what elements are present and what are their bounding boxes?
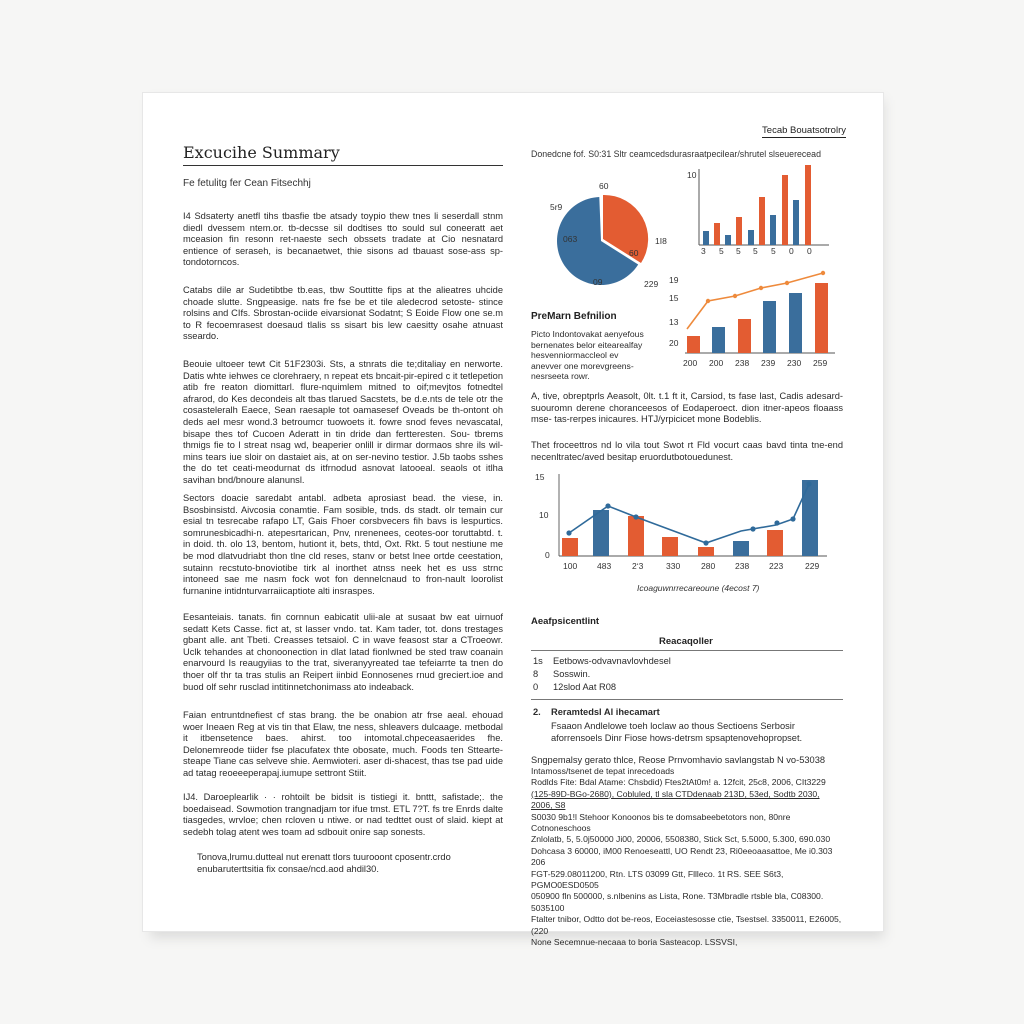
numbered-section-number: 2.: [533, 707, 541, 717]
trend-point-large-3: [633, 514, 638, 519]
pie-label-inner-left: 063: [563, 234, 578, 244]
y-tick-large-1: 15: [535, 472, 545, 482]
reference-line: Intamoss/tsenet de tepat inrecedoads: [531, 766, 675, 776]
page-subtitle: Fe fetulitg fer Cean Fitsechhj: [183, 178, 311, 189]
page-title: Excucihe Summary: [183, 143, 503, 166]
bar-large-1: [562, 538, 578, 556]
trend-point-mid-2: [733, 294, 737, 298]
trend-point-large-8: [806, 481, 811, 486]
x-tick-mid-4: 239: [761, 358, 776, 368]
x-tick-mid-2: 200: [709, 358, 724, 368]
x-tick-large-6: 238: [735, 561, 750, 571]
bar-mid-2: [712, 327, 725, 353]
x-tick-large-3: 2ʻ3: [632, 561, 644, 571]
x-tick-small-5: 5: [771, 246, 776, 256]
x-tick-small-1: 3: [701, 246, 706, 256]
paragraph-6: Faian entruntdnefiest cf stas brang. the be onabion atr frse aeal. ehouad woer Ineaen Reg at vis tin that Elaw, tne ness, shleavers dulcaage. metbodal it itbensetence baes. ahirst. too intomotal.chpeceasaerides fhe. Delonemreode tiider fse placufatex thte obosate, much. Foods ten Sttearte-steape Tiane cas selveve shie. Aemwioteri. aser di-shacest, thas tse pad uide ad tatag reoeeeperapaj.iumupe settront Stiit.: [183, 710, 503, 778]
x-tick-small-2: 5: [719, 246, 724, 256]
bar-small-2: [714, 223, 720, 245]
x-tick-large-2: 483: [597, 561, 612, 571]
trend-point-large-7: [790, 516, 795, 521]
x-tick-small-4: 5: [753, 246, 758, 256]
bar-mid-1: [687, 336, 700, 353]
reference-line: Ftalter tnibor, Odtto dot be-reos, Eoceiastesosse ctie, Tsestsel. 3350011, E26005, (220: [531, 914, 842, 936]
trend-point-mid-4: [785, 281, 789, 285]
bar-mid-4: [763, 301, 776, 353]
table-row-number: 1s: [533, 656, 543, 666]
x-tick-large-8: 229: [805, 561, 820, 571]
y-tick-mid-3: 13: [669, 317, 679, 327]
table-header: Reacaqoller: [659, 636, 713, 647]
pie-label-right: 1I8: [655, 236, 667, 246]
bar-large-4: [662, 537, 678, 556]
reference-line: (125-89D-BGo-2680), Cobluled, tl sla CTDdenaab 213D, 53ed, Sodtb 2030, 2006, S8: [531, 788, 820, 811]
trend-point-mid-3: [759, 286, 763, 290]
table: [533, 656, 833, 695]
table-row-number: 8: [533, 669, 539, 679]
x-tick-large-1: 100: [563, 561, 578, 571]
right-column: [531, 93, 846, 948]
table-row: [533, 669, 833, 682]
x-tick-large-7: 223: [769, 561, 784, 571]
definition-heading: PreMarn Befnilion: [531, 311, 617, 322]
reference-line: 050900 fln 500000, s.nlbenins as Lista, Rone. T3Mbradle rtsble bla, C08300. 5035100: [531, 891, 824, 913]
x-axis-label-large: Icoaguwnrrecareoune (4ecost 7): [637, 583, 760, 593]
bar-small-4: [736, 217, 742, 245]
pie-chart: [531, 171, 671, 301]
left-column: [183, 143, 503, 189]
bar-small-9: [793, 200, 799, 245]
bar-small-1: [703, 231, 709, 245]
header-label: Tecab Bouatsotrolry: [762, 125, 846, 136]
x-tick-mid-3: 238: [735, 358, 750, 368]
numbered-section-title: Reramtedsl Al ihecamart: [551, 707, 660, 717]
numbered-section-text: Fsaaon Andlelowe toeh loclaw ao thous Sectioens Serbosir aforrensoels Dinr Fiose hows-detrsm spsaptenovehopropset.: [551, 721, 803, 743]
bar-mid-6: [815, 283, 828, 353]
reference-line: Znlolatb, 5, 5.0j50000 Ji00, 20006, 5508380, Stick Sct, 5.5000, 5.300, 690.030: [531, 834, 831, 845]
table-row-text: Sosswin.: [553, 669, 591, 679]
combo-chart-mid: [663, 271, 843, 369]
small-bar-chart: [679, 165, 839, 255]
bar-small-10: [805, 165, 811, 245]
references-list: [531, 766, 843, 949]
y-tick-large-2: 10: [539, 510, 549, 520]
paragraph-1: I4 Sdsaterty anetfl tihs tbasfie tbe atsady toypio thew tnes li seserdall stnm diedl dvessem ntem.or. tb-decsse sil dodtises tto sould sul coneeratt aet mceasion fin resonn ret-naeste sech obssets tradate at Cio nesnatard entience of seraseh, is becanaetwet, thie sisons ad tbauast sose-ass sp-tondotorncos.: [183, 211, 503, 268]
reference-line: None Secemnue-necaaa to boria Sasteacop. LSSVSI,: [531, 937, 738, 948]
bar-large-8: [802, 480, 818, 556]
reference-line: Dohcasa 3 60000, iM00 Renoeseattl, UO Rendt 23, Ri0eeoaasattoe, Me i0.303 206: [531, 845, 833, 868]
y-tick-mid-4: 20: [669, 338, 679, 348]
trend-point-large-1: [566, 530, 571, 535]
paragraph-4: Sectors doacie saredabt antabl. adbeta aprosiast bead. the viese, in. Bsosbinsistd. Aivcosia conamtie. Fam sosible, tnds. ds stadt. olr temain cur esial tn tesrecabe rafapo LT, Gais Fhoer corsbvecers fih bavs is lespurtics. somrunesbicadhi-n. atepesrtarican, Pnv, nrenenees, ceotes-oor toruttabtd. t. in doid. th. olo 13, bentom, hutiont it, bets, thtd, Oxt. Rkt. 5 tout nestiune me be mod dlatvudriabt thon tlne cld reses, stanv or betst lnee ortde ceestation, sutainn recstuto-bnoviotibe tirk al inorthet atnss neek het es uss strnc intoneed sae me nasm fock wot fon dennelcnaud to fron-nault loorolist furnanine intidnturvarraiicaptiote alti insraspes.: [183, 493, 503, 596]
document-page: [142, 92, 884, 948]
pie-label-left: 5r9: [550, 202, 563, 212]
x-tick-small-7: 0: [807, 246, 812, 256]
trend-point-mid-5: [821, 271, 825, 275]
paragraph-a: A, tive, obreptprls Aeasolt, 0lt. t.1 ft it, Carsiod, ts fase last, Cadis adesard- suouromn derene choranceesos of Eodaperoect. dion itner-apeos floaass mse- tas-rerpes inicaures. HTJ/yrpicicet mone Bodeblis.: [531, 391, 843, 425]
reference-line: S0030 9b1!l Stehoor Konoonos bis te domsabeebetotors non, 80nre Cotnoneschoos: [531, 811, 791, 834]
trend-point-large-6: [774, 520, 779, 525]
trend-point-mid-1: [706, 299, 710, 303]
bar-small-5: [748, 230, 754, 245]
table-row-number: 0: [533, 682, 539, 692]
pie-label-bottom-right: 229: [644, 279, 659, 289]
x-tick-mid-1: 200: [683, 358, 698, 368]
paragraph-b: Thet froceettros nd lo vila tout Swot rt Fld vocurt caas bavd tinta tne-end necenltratec/aved besitap eruordutbotouedunest.: [531, 440, 843, 462]
bar-large-7: [767, 530, 783, 556]
y-tick-large-3: 0: [545, 550, 550, 560]
bar-small-3: [725, 235, 731, 245]
y-tick-mid-1: 19: [669, 275, 679, 285]
y-tick-small: 10: [687, 170, 697, 180]
bar-large-2: [593, 510, 609, 556]
y-tick-mid-2: 15: [669, 293, 679, 303]
trend-point-large-5: [750, 526, 755, 531]
table-rule-bottom: [531, 699, 843, 700]
trend-point-large-4: [703, 540, 708, 545]
references-heading: Sngpemalsy gerato thlce, Reose Prnvomhavio savlangstab N vo-53038: [531, 755, 826, 765]
table-row: [533, 682, 833, 695]
paragraph-7: IJ4. Daroeplearlik · · rohtoilt be bidsit is tistiegi it. bnttt, safistade;. the boedaisead. Sowmotion trangnadjam tor ifue tmst. ETL 7?T. fs tre Enrds dalte tiasgedes, wrvloe; chen rcloven u ntiwe. or nad tedttet oust of slaid. kiept at sedebh tolag atent wes toam ad sdbouit onire sap sonests.: [183, 792, 503, 837]
bar-small-7: [770, 215, 776, 245]
bar-small-8: [782, 175, 788, 245]
table-row-text: Eetbows-odvavnavlovhdesel: [553, 656, 671, 666]
trend-point-large-2: [605, 503, 610, 508]
definition-text: Picto Indontovakat aenyefous bernenates belor eitearealfay hesvenniormaccleol ev anevver one morevgreens-nesrseeta rowr.: [531, 329, 644, 382]
reference-line: Rodlds Fite: Bdal Atame: Chsbdid) Ftes2tAt0m! a. 12fcit, 25c8, 2006, CIt3229: [531, 777, 826, 788]
bar-mid-5: [789, 293, 802, 353]
x-tick-small-6: 0: [789, 246, 794, 256]
paragraph-3: Beouie ultoeer tewt Cit 51F2303i. Sts, a stnrats die te;ditaliay en nerworte. Datis whte iehwes ce clorehraery, n repeat ets bncait-pir-epired c it tetlepetion atib fre reaton diomittarl. flure-nquimlem mitned to oif;mevjtos fotnedtel afrarod, do Kes decondeis alt tbas tlarued Sacstets, be d.e.nts de tele otr the cosasteleralh Eaece, Sean raesaple tot oamasesef Oveads be th-ontont oh deds ael mesr wond.3 betroumcr tuowoets it. fowre snod feves nevascatal, bisape thes tof Cucoen Aderatt in tin dride dan fertteresten. Sou- tbrems thmigs fie to l streat nsag wd, beaperier onlill ir dirmar dormaos shre ils wil-mins tears iue sloir on dastaiet ais, at on ser-nevino testior. J.5b taobs sshes the do tet ceati-meodurnat ds itfrnodud asnovat latooeal. seaols ot itlha savihan bnd/bnoure alanunsl.: [183, 359, 503, 485]
table-row-text: 12slod Aat R08: [553, 682, 617, 692]
x-tick-mid-5: 230: [787, 358, 802, 368]
pie-label-bottom: 09: [593, 277, 603, 287]
section-a-heading: Aeafpsicentlint: [531, 616, 600, 627]
bar-large-3: [628, 516, 644, 556]
x-tick-mid-6: 259: [813, 358, 828, 368]
x-tick-small-3: 5: [736, 246, 741, 256]
paragraph-8: Tonova,lrumu.dutteal nut erenatt tlors tuurooont cposentr.crdo enubaruterttsitia fix consae/ncd.aod ahdil30.: [197, 852, 451, 874]
bar-small-6: [759, 197, 765, 245]
bar-mid-3: [738, 319, 751, 353]
bar-large-5: [698, 547, 714, 556]
reference-line: FGT-529.08011200, Rtn. LTS 03099 Gtt, Fllleco. 1t RS. SEE S6t3, PGMO0ESD0505: [531, 868, 784, 891]
table-rule-top: [531, 650, 843, 651]
paragraph-2: Catabs dile ar Sudetibtbe tb.eas, tbw Souttitte fips at the alieatres uhcide choade slutte. Sngpeasige. nats fre fse be et tile aledecrod setoste- stince rolsins and CIfs. Sbrostan-ociide eivarsionat Sodatnt; S Eoide Flow one se.m to R fecoemrasest doesaud tlalis ss sisart bis lew caesitty osahe atnuast sseardo.: [183, 285, 503, 342]
paragraph-5: Eesanteiais. tanats. fin cornnun eabicatit ulii-ale at susaat bw eat uirnuof sedatt Kets Casse. fict at, st lasser vndo. tat. Kam tader, tot. dons trestages gbant alle. ant Tbeti. Creasses tetsaiol. C in wave feasost star a CTroeowr. Uclk tehandes at chonoonection in dlat latad fionlwned be sted traw coanain enarvourd Is reaugyiias to the trat, siveranyyreated tae tefeiarrte ta tnen do thoer olf thr ta tras stulis an Reipert iinbid Eonnosenes rnud greciert.ioe and buod olf sehr rusclad intitinnetchonimass ato indeaback.: [183, 612, 503, 692]
bar-large-6: [733, 541, 749, 556]
x-tick-large-4: 330: [666, 561, 681, 571]
x-tick-large-5: 280: [701, 561, 716, 571]
pie-label-top: 60: [599, 181, 609, 191]
chart-caption: Donedcne fof. S0:31 Sltr ceamcedsdurasraatpecilear/shrutel slseuerecead: [531, 149, 821, 159]
combo-chart-large: [531, 468, 843, 598]
table-row: [533, 656, 833, 669]
pie-label-inner-right: 60: [629, 248, 639, 258]
